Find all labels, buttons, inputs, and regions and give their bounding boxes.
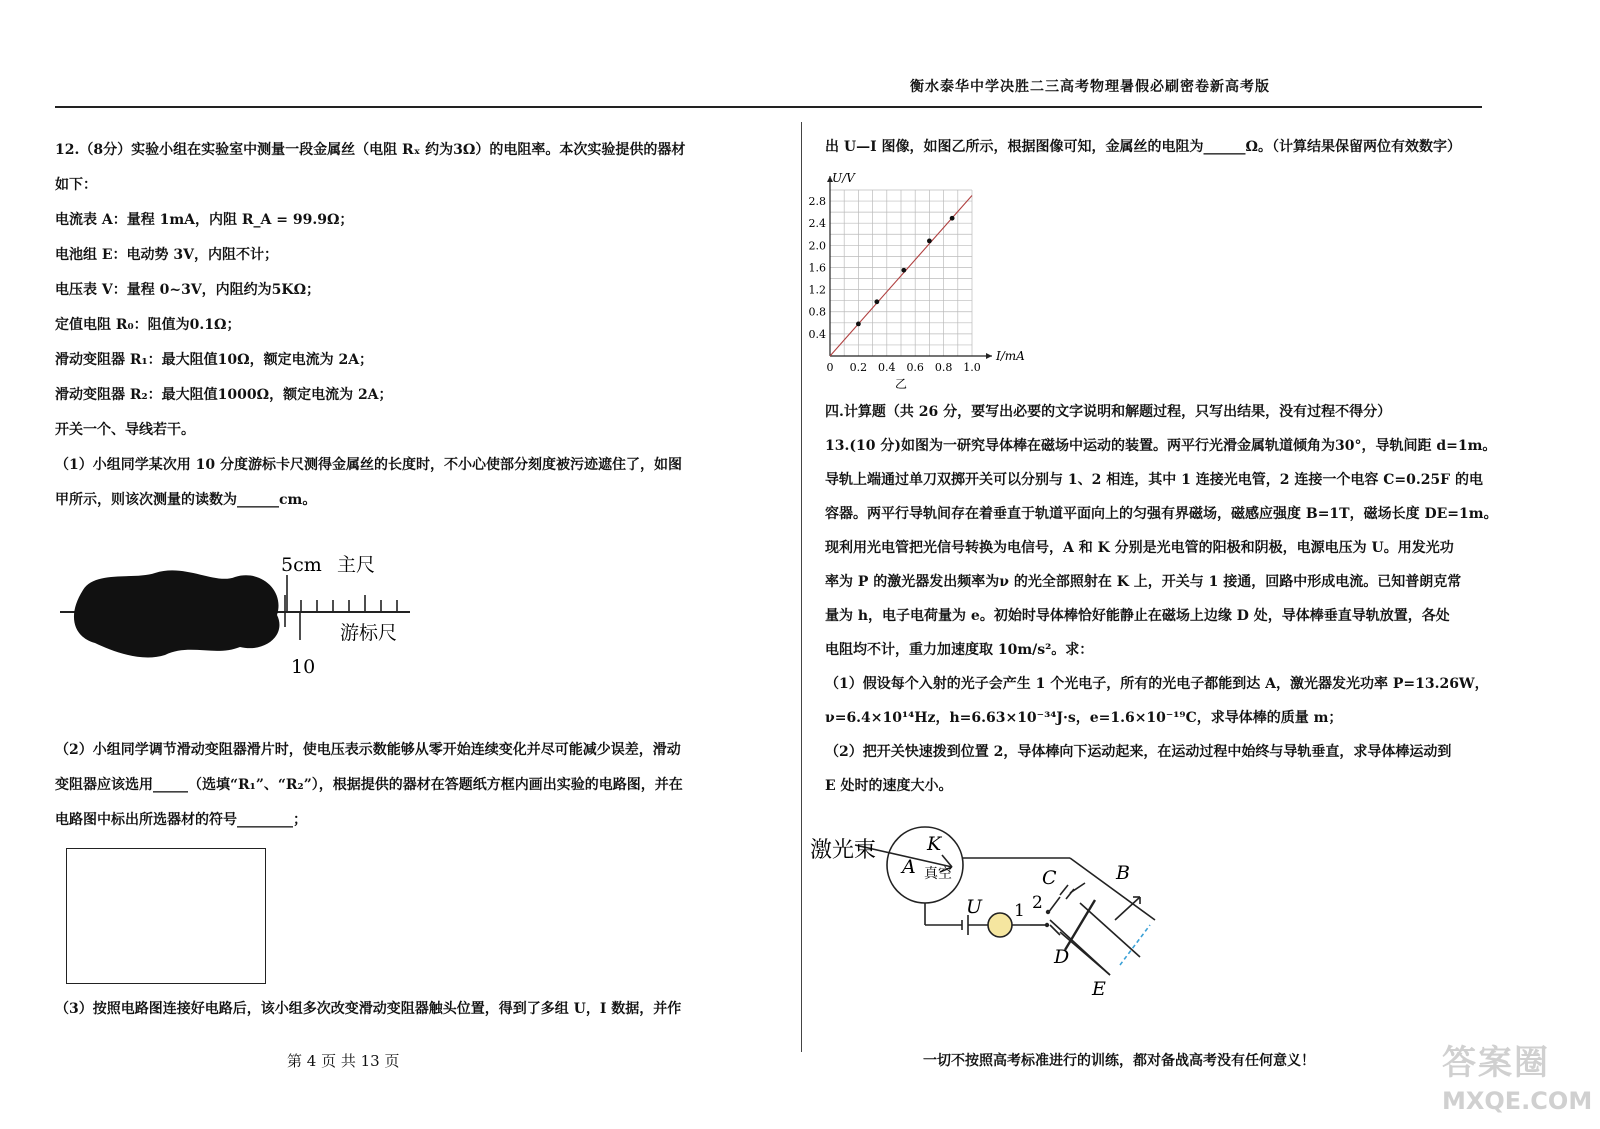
capacitor-label: C xyxy=(1042,867,1057,889)
laser-label: 激光束 xyxy=(810,838,877,863)
q13-line: （2）把开关快速拨到位置 2，导体棒向下运动起来，在运动过程中始终与导轨垂直，求导体棒运动到 xyxy=(825,744,1452,760)
u-i-chart xyxy=(800,168,1060,393)
watermark-logo xyxy=(1442,1035,1592,1125)
data-point xyxy=(874,299,879,304)
y-axis-label: U/V xyxy=(832,171,855,185)
q12-2-line: 电路图中标出所选器材的符号________； xyxy=(55,812,307,828)
switch-position-2: 2 xyxy=(1032,893,1043,913)
q12-line: 电池组 E：电动势 3V，内阻不计； xyxy=(55,247,279,263)
light-bulb xyxy=(988,913,1012,937)
vernier-mark-label: 10 xyxy=(291,656,316,678)
q12-line: 滑动变阻器 R₂：最大阻值1000Ω，额定电流为 2A； xyxy=(55,387,393,403)
q13-line: 电阻均不计，重力加速度取 10m/s²。求： xyxy=(825,642,1094,658)
point-d-label: D xyxy=(1054,946,1070,968)
question-12-part-3 xyxy=(55,995,681,1030)
q13-line: 量为 h，电子电荷量为 e。初始时导体棒恰好能静止在磁场上边缘 D 处，导体棒垂直导轨放置，各处 xyxy=(825,608,1450,624)
y-tick-label: 0.8 xyxy=(808,305,826,319)
wire-to-capacitor xyxy=(1048,897,1060,913)
y-tick-label: 2.8 xyxy=(808,195,826,209)
data-point xyxy=(901,268,906,273)
q12-line: 12.（8分）实验小组在实验室中测量一段金属丝（电阻 Rₓ 约为3Ω）的电阻率。本次实验提供的器材 xyxy=(55,142,686,158)
data-point xyxy=(856,322,861,327)
x-tick-label: 0 xyxy=(826,361,834,374)
x-axis-arrow xyxy=(986,353,992,359)
q12-2-line: 变阻器应该选用_____（选填“R₁”、“R₂”），根据提供的器材在答题纸方框内画出实验的电路图，并在 xyxy=(55,777,683,793)
q12-line: （1）小组同学某次用 10 分度游标卡尺测得金属丝的长度时，不小心使部分刻度被污迹遮住了，如图 xyxy=(55,457,682,473)
header-title: 衡水泰华中学决胜二三高考物理暑假必刷密卷新高考版 xyxy=(910,79,1270,95)
q12-2-line: （2）小组同学调节滑动变阻器滑片时，使电压表示数能够从零开始连续变化并尽可能减少误差，滑动 xyxy=(55,742,681,758)
boundary-e xyxy=(1120,925,1150,965)
main-scale-name: 主尺 xyxy=(337,554,376,576)
q12-3-line: （3）按照电路图连接好电路后，该小组多次改变滑动变阻器触头位置，得到了多组 U，I 数据，并作 xyxy=(55,1001,682,1017)
photoelectric-circuit-diagram xyxy=(810,825,1190,1010)
x-tick-label: 0.4 xyxy=(878,361,896,374)
q13-line: 容器。两平行导轨间存在着垂直于轨道平面向上的匀强有界磁场，磁感应强度 B=1T，磁场长度 DE=1m。 xyxy=(825,506,1498,522)
conductor-rod xyxy=(1065,900,1095,950)
q12-3-cont-line: 出 U—I 图像，如图乙所示，根据图像可知，金属丝的电阻为______Ω。（计算结果保留两位有效数字） xyxy=(825,139,1461,155)
circuit-answer-box xyxy=(66,848,266,984)
watermark-bottom: MXQE.COM xyxy=(1442,1087,1593,1115)
switch-position-1: 1 xyxy=(1014,901,1025,921)
x-axis-label: I/mA xyxy=(996,349,1025,363)
q13-line: E 处时的速度大小。 xyxy=(825,778,953,794)
anode-label: A xyxy=(902,856,916,878)
field-label: B xyxy=(1116,862,1130,884)
q12-line: 滑动变阻器 R₁：最大阻值10Ω，额定电流为 2A； xyxy=(55,352,374,368)
q13-line: （1）假设每个入射的光子会产生 1 个光电子，所有的光电子都能到达 A，激光器发光功率 P=13.26W， xyxy=(825,676,1489,692)
header-rule xyxy=(55,106,1482,108)
q13-line: ν=6.4×10¹⁴Hz，h=6.63×10⁻³⁴J·s，e=1.6×10⁻¹⁹C，求导体棒的质量 m； xyxy=(825,710,1343,726)
cathode-label: K xyxy=(927,833,942,855)
switch-contact-1 xyxy=(1045,923,1049,927)
q13-line: 率为 P 的激光器发出频率为ν 的光全部照射在 K 上，开关与 1 接通，回路中形成电流。已知普朗克常 xyxy=(825,574,1462,590)
q13-line: 现利用光电管把光信号转换为电信号，A 和 K 分别是光电管的阳极和阴极，电源电压为 U。用发光功 xyxy=(825,540,1454,556)
data-point xyxy=(950,216,955,221)
point-e-label: E xyxy=(1092,978,1106,1000)
phototube xyxy=(887,827,963,903)
page-number: 第 4 页 共 13 页 xyxy=(287,1052,400,1070)
x-tick-label: 0.2 xyxy=(849,361,868,374)
y-tick-label: 2.0 xyxy=(808,239,826,253)
vacuum-label: 真空 xyxy=(924,866,952,882)
main-scale-label: 5cm xyxy=(281,554,322,576)
switch-contact-2 xyxy=(1046,910,1050,914)
switch-blade xyxy=(1050,925,1060,935)
q13-line: 13.(10 分)如图为一研究导体棒在磁场中运动的装置。两平行光滑金属轨道倾角为30°，导轨间距 d=1m。 xyxy=(825,438,1497,454)
chart-grid xyxy=(830,190,972,356)
x-tick-label: 0.6 xyxy=(906,361,924,374)
q12-line: 如下： xyxy=(55,177,97,193)
capacitor-plate-a xyxy=(1060,885,1068,895)
page-header xyxy=(0,76,1600,96)
data-point xyxy=(927,239,932,244)
q12-line: 开关一个、导线若干。 xyxy=(55,422,195,438)
chart-caption: 乙 xyxy=(895,377,908,391)
chart-tick-labels xyxy=(809,195,981,374)
question-13 xyxy=(825,398,1498,806)
footer-slogan: 一切不按照高考标准进行的训练，都对备战高考没有任何意义！ xyxy=(923,1053,1315,1069)
ink-smudge xyxy=(74,570,280,657)
vernier-scale-name: 游标尺 xyxy=(340,622,398,644)
q13-line: 导轨上端通过单刀双掷开关可以分别与 1、2 相连，其中 1 连接光电管，2 连接一个电容 C=0.25F 的电 xyxy=(825,472,1483,488)
question-12-part-2 xyxy=(55,736,683,841)
y-tick-label: 0.4 xyxy=(808,327,826,341)
y-tick-label: 1.2 xyxy=(808,283,826,297)
y-tick-label: 2.4 xyxy=(808,217,826,231)
rail-upper xyxy=(1070,858,1155,920)
y-tick-label: 1.6 xyxy=(808,261,826,275)
vernier-caliper-figure xyxy=(55,545,415,680)
x-tick-label: 0.8 xyxy=(934,361,953,374)
section-heading: 四.计算题（共 26 分，要写出必要的文字说明和解题过程，只写出结果，没有过程不得分） xyxy=(825,404,1392,420)
q12-line: 甲所示，则该次测量的读数为______cm。 xyxy=(55,492,317,508)
question-12-intro xyxy=(55,136,685,521)
main-scale-ticks xyxy=(285,575,397,612)
q12-line: 定值电阻 R₀：阻值为0.1Ω； xyxy=(55,317,241,333)
q12-line: 电流表 A：量程 1mA，内阻 R_A = 99.9Ω； xyxy=(55,212,354,228)
voltage-label: U xyxy=(966,896,983,918)
q12-line: 电压表 V：量程 0~3V，内阻约为5KΩ； xyxy=(55,282,321,298)
question-12-continued xyxy=(825,133,1461,167)
watermark-top: 答案圈 xyxy=(1442,1043,1550,1083)
x-tick-label: 1.0 xyxy=(963,361,981,374)
